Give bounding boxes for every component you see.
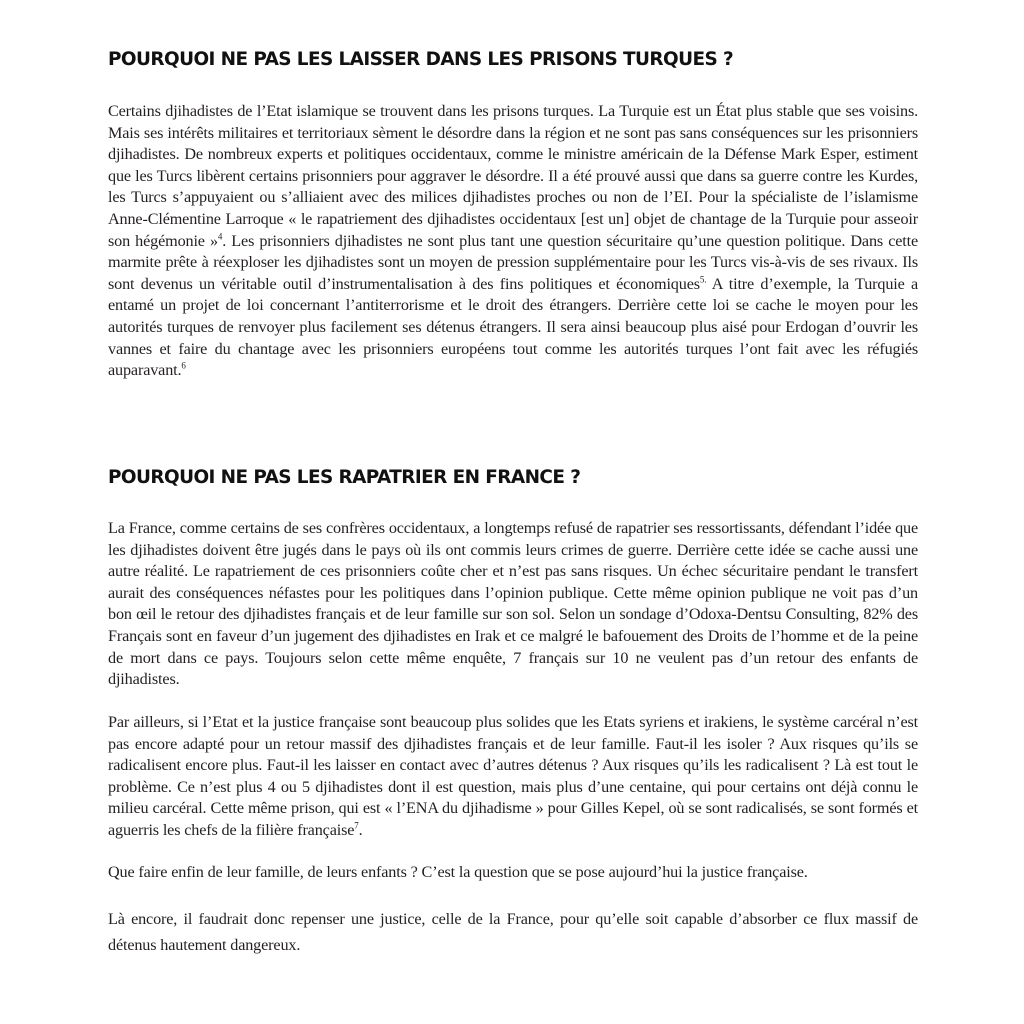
paragraph-conclusion: Là encore, il faudrait donc repenser une justice, celle de la France, pour qu’elle soit capable d’absorber ce flux massif de détenus hautement dangereux. (108, 910, 918, 954)
paragraph-prison-system (108, 712, 918, 842)
section-heading-turkish-prisons: POURQUOI NE PAS LES LAISSER DANS LES PRISONS TURQUES ? (108, 48, 734, 70)
paragraph-turkish-prisons (108, 101, 918, 382)
paragraph-text: Par ailleurs, si l’Etat et la justice française sont beaucoup plus solides que les Etats syriens et irakiens, le système carcéral n’est pas encore adapté pour un retour massif des djihadistes français et de leur famille. Faut-il les isoler ? Aux risques qu’ils se radicalisent encore plus. Faut-il les laisser en contact avec d’autres détenus ? Aux risques qu’ils les radicalisent ? Là est tout le problème. Ce n’est plus 4 ou 5 djihadistes dont il est question, mais plus d’une centaine, qui pour certains ont déjà connu le milieu carcéral. Cette même prison, qui est « l’ENA du djihadisme » pour Gilles Kepel, où se sont radicalisés, se sont formés et aguerris les chefs de la filière française (108, 713, 918, 839)
section-heading-repatriate-france: POURQUOI NE PAS LES RAPATRIER EN FRANCE ? (108, 466, 581, 488)
footnote-ref-4: 4 (217, 231, 223, 242)
footnote-ref-5: 5. (699, 274, 707, 285)
paragraph-text: . Les prisonniers djihadistes ne sont plus tant une question sécuritaire qu’une question politique. Dans cette marmite prête à réexploser les djihadistes sont un moyen de pression supplémentaire pour les Turcs vis-à-vis de ses rivaux. Ils sont devenus un véritable outil d’instrumentalisation à des fins politiques et économiques (108, 231, 918, 293)
footnote-ref-6: 6 (181, 360, 186, 371)
paragraph-france-refusal: La France, comme certains de ses confrères occidentaux, a longtemps refusé de rapatrier ses ressortissants, défendant l’idée que les djihadistes doivent être jugés dans le pays où ils ont commis leurs crimes de guerre. Derrière cette idée se cache aussi une autre réalité. Le rapatriement de ces prisonniers coûte cher et n’est pas sans risques. Un échec sécuritaire pendant le transfert aurait des conséquences néfastes pour les politiques dans l’opinion publique. Cette même opinion publique ne voit pas d’un bon œil le retour des djihadistes français et de leur famille sur son sol. Selon un sondage d’Odoxa-Dentsu Consulting, 82% des Français sont en faveur d’un jugement des djihadistes en Irak et ce malgré le bafouement des Droits de l’homme et de la peine de mort dans ce pays. Toujours selon cette même enquête, 7 français sur 10 ne veulent pas d’un retour des enfants de djihadistes. (108, 519, 918, 689)
paragraph-text: Certains djihadistes de l’Etat islamique se trouvent dans les prisons turques. La Turquie est un État plus stable que ses voisins. Mais ses intérêts militaires et territoriaux sèment le désordre dans la région et ne sont pas sans conséquences sur les prisonniers djihadistes. De nombreux experts et politiques occidentaux, comme le ministre américain de la Défense Mark Esper, estiment que les Turcs libèrent certains prisonniers pour aggraver le désordre. Il a été prouvé aussi que dans sa guerre contre les Kurdes, les Turcs s’appuyaient ou s’alliaient avec des milices djihadistes proches ou non de l’EI. Pour la spécialiste de l’islamisme Anne-Clémentine Larroque « le rapatriement des djihadistes occidentaux [est un] objet de chantage de la Turquie pour asseoir son hégémonie » (108, 102, 918, 250)
paragraph-family-question: Que faire enfin de leur famille, de leurs enfants ? C’est la question que se pose aujourd’hui la justice française. (108, 863, 808, 881)
paragraph-text-end: . (358, 820, 363, 839)
footnote-ref-7: 7 (354, 820, 359, 831)
paragraph-text: A titre d’exemple, la Turquie a entamé un projet de loi concernant l’antiterrorisme et le droit des étrangers. Derrière cette loi se cache le moyen pour les autorités turques de renvoyer plus facilement ses détenus étrangers. Il sera ainsi beaucoup plus aisé pour Erdogan d’ouvrir les vannes et faire du chantage avec les prisonniers européens tout comme les autorités turques l’ont fait avec les réfugiés auparavant. (108, 274, 919, 380)
